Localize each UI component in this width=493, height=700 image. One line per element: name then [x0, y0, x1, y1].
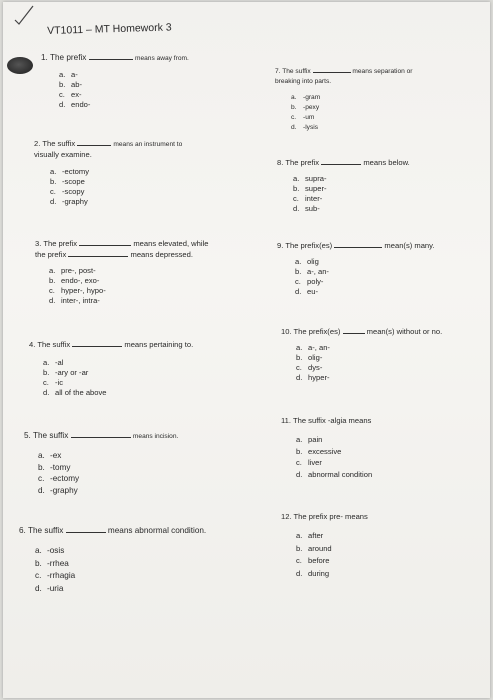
question-number: 5. [24, 431, 31, 440]
option-a[interactable]: a. pre-, post- [49, 266, 96, 275]
option-a[interactable]: a. after [296, 531, 324, 540]
question-text: the prefix [35, 250, 67, 259]
question-10 [281, 326, 442, 383]
option-a[interactable]: a. -al [43, 358, 64, 367]
option-c[interactable]: c. dys- [296, 363, 323, 372]
question-number: 9. [277, 241, 284, 250]
option-b[interactable]: b. -ary or -ar [43, 368, 89, 377]
answer-blank[interactable] [77, 138, 111, 146]
question-7 [275, 65, 413, 133]
checkmark-icon [13, 4, 35, 26]
question-number: 6. [19, 526, 26, 535]
option-c[interactable]: c. -rrhagia [35, 571, 76, 580]
option-a[interactable]: a. a-, an- [296, 343, 330, 352]
option-b[interactable]: b. ab- [59, 80, 82, 89]
question-text-line2: visually examine. [34, 150, 92, 159]
question-text: means below. [363, 158, 410, 167]
answer-blank[interactable] [66, 525, 106, 533]
question-text: means depressed. [130, 250, 193, 259]
option-b[interactable]: b. -pexy [291, 104, 320, 111]
option-c[interactable]: c. -scopy [50, 187, 85, 196]
question-text: mean(s) without or no. [366, 327, 443, 336]
question-text: The prefix [43, 239, 78, 248]
question-9 [277, 240, 435, 297]
question-number: 7. [275, 68, 281, 75]
question-text: The suffix [27, 526, 64, 535]
question-1 [41, 52, 189, 110]
option-c[interactable]: c. -um [291, 114, 315, 121]
answer-blank[interactable] [343, 326, 365, 334]
question-6 [19, 525, 206, 595]
option-c[interactable]: c. liver [296, 458, 322, 467]
option-b[interactable]: b. super- [293, 184, 327, 193]
question-text: mean(s) many. [384, 241, 435, 250]
question-number: 2. [34, 139, 41, 148]
answer-blank[interactable] [334, 240, 382, 248]
answer-blank-2[interactable] [68, 249, 128, 257]
option-a[interactable]: a. -gram [291, 94, 321, 101]
answer-blank[interactable] [79, 238, 131, 246]
option-c[interactable]: c. before [296, 556, 330, 565]
option-c[interactable]: c. ex- [59, 90, 82, 99]
answer-blank[interactable] [89, 52, 133, 60]
answer-blank[interactable] [321, 157, 361, 165]
question-text: means an instrument to [113, 141, 183, 148]
question-5 [24, 430, 178, 496]
option-d[interactable]: d. sub- [293, 204, 320, 213]
option-b[interactable]: b. -tomy [38, 462, 71, 472]
option-b[interactable]: b. endo-, exo- [49, 276, 100, 285]
question-text: The suffix [37, 340, 71, 349]
option-c[interactable]: c. inter- [293, 194, 323, 203]
question-number: 4. [29, 340, 36, 349]
question-number: 1. [41, 53, 48, 62]
question-text: means abnormal condition. [107, 526, 207, 535]
option-b[interactable]: b. -scope [50, 177, 85, 186]
question-text: The prefix(es) [293, 327, 341, 336]
question-text: The prefix [285, 158, 320, 167]
option-b[interactable]: b. around [296, 543, 332, 553]
hole-punch [7, 57, 33, 74]
answer-blank[interactable] [72, 339, 122, 347]
option-b[interactable]: b. excessive [296, 446, 342, 456]
question-8 [277, 157, 410, 214]
option-b[interactable]: b. a-, an- [295, 267, 329, 276]
question-number: 10. [281, 327, 292, 336]
question-text: The suffix [282, 68, 311, 75]
option-a[interactable]: a. -osis [35, 546, 65, 555]
question-text: The suffix -algia means [292, 416, 372, 425]
question-text: means separation or [352, 68, 413, 75]
option-d[interactable]: d. -graphy [50, 197, 88, 206]
question-2 [34, 138, 182, 207]
question-text: The prefix [49, 53, 87, 62]
option-b[interactable]: b. olig- [296, 353, 323, 362]
question-text: means elevated, while [133, 239, 209, 248]
question-text: The suffix [32, 431, 69, 440]
question-11 [281, 416, 372, 480]
option-a[interactable]: a. pain [296, 435, 323, 444]
question-4 [29, 339, 193, 398]
answer-blank[interactable] [313, 65, 351, 73]
option-a[interactable]: a. supra- [293, 174, 327, 183]
option-d[interactable]: d. eu- [295, 287, 318, 296]
option-b[interactable]: b. -rrhea [35, 558, 69, 568]
option-d[interactable]: d. all of the above [43, 388, 107, 397]
question-number: 12. [281, 512, 292, 521]
option-a[interactable]: a. -ectomy [50, 167, 90, 176]
question-number: 8. [277, 158, 284, 167]
question-text: The suffix [42, 139, 76, 148]
option-d[interactable]: d. hyper- [296, 373, 330, 382]
option-c[interactable]: c. hyper-, hypo- [49, 286, 106, 295]
option-c[interactable]: c. poly- [295, 277, 324, 286]
question-12 [281, 512, 368, 580]
option-d[interactable]: d. inter-, intra- [49, 296, 100, 305]
option-a[interactable]: a. olig [295, 257, 319, 266]
question-3 [35, 238, 208, 306]
question-number: 11. [281, 416, 291, 425]
question-text: means away from. [134, 55, 189, 62]
option-d[interactable]: d. -lysis [291, 124, 319, 131]
question-text: means pertaining to. [124, 340, 194, 349]
question-text: means incision. [132, 433, 179, 440]
option-d[interactable]: d. -graphy [38, 485, 78, 495]
option-d[interactable]: d. abnormal condition [296, 469, 373, 479]
option-d[interactable]: d. during [296, 568, 330, 578]
homework-sheet [3, 2, 490, 698]
option-a[interactable]: a. a- [59, 70, 78, 79]
question-text: The prefix(es) [285, 241, 333, 250]
question-number: 3. [35, 239, 42, 248]
option-a[interactable]: a. -ex [38, 451, 62, 460]
question-text-line2: breaking into parts. [275, 78, 332, 85]
question-text: The prefix pre- means [293, 512, 368, 521]
page-title: VT1011 – MT Homework 3 [47, 21, 172, 37]
option-d[interactable]: d. endo- [59, 100, 91, 109]
option-c[interactable]: c. -ectomy [38, 474, 80, 483]
answer-blank[interactable] [71, 430, 131, 438]
option-d[interactable]: d. -uria [35, 583, 64, 593]
option-c[interactable]: c. -ic [43, 378, 64, 387]
